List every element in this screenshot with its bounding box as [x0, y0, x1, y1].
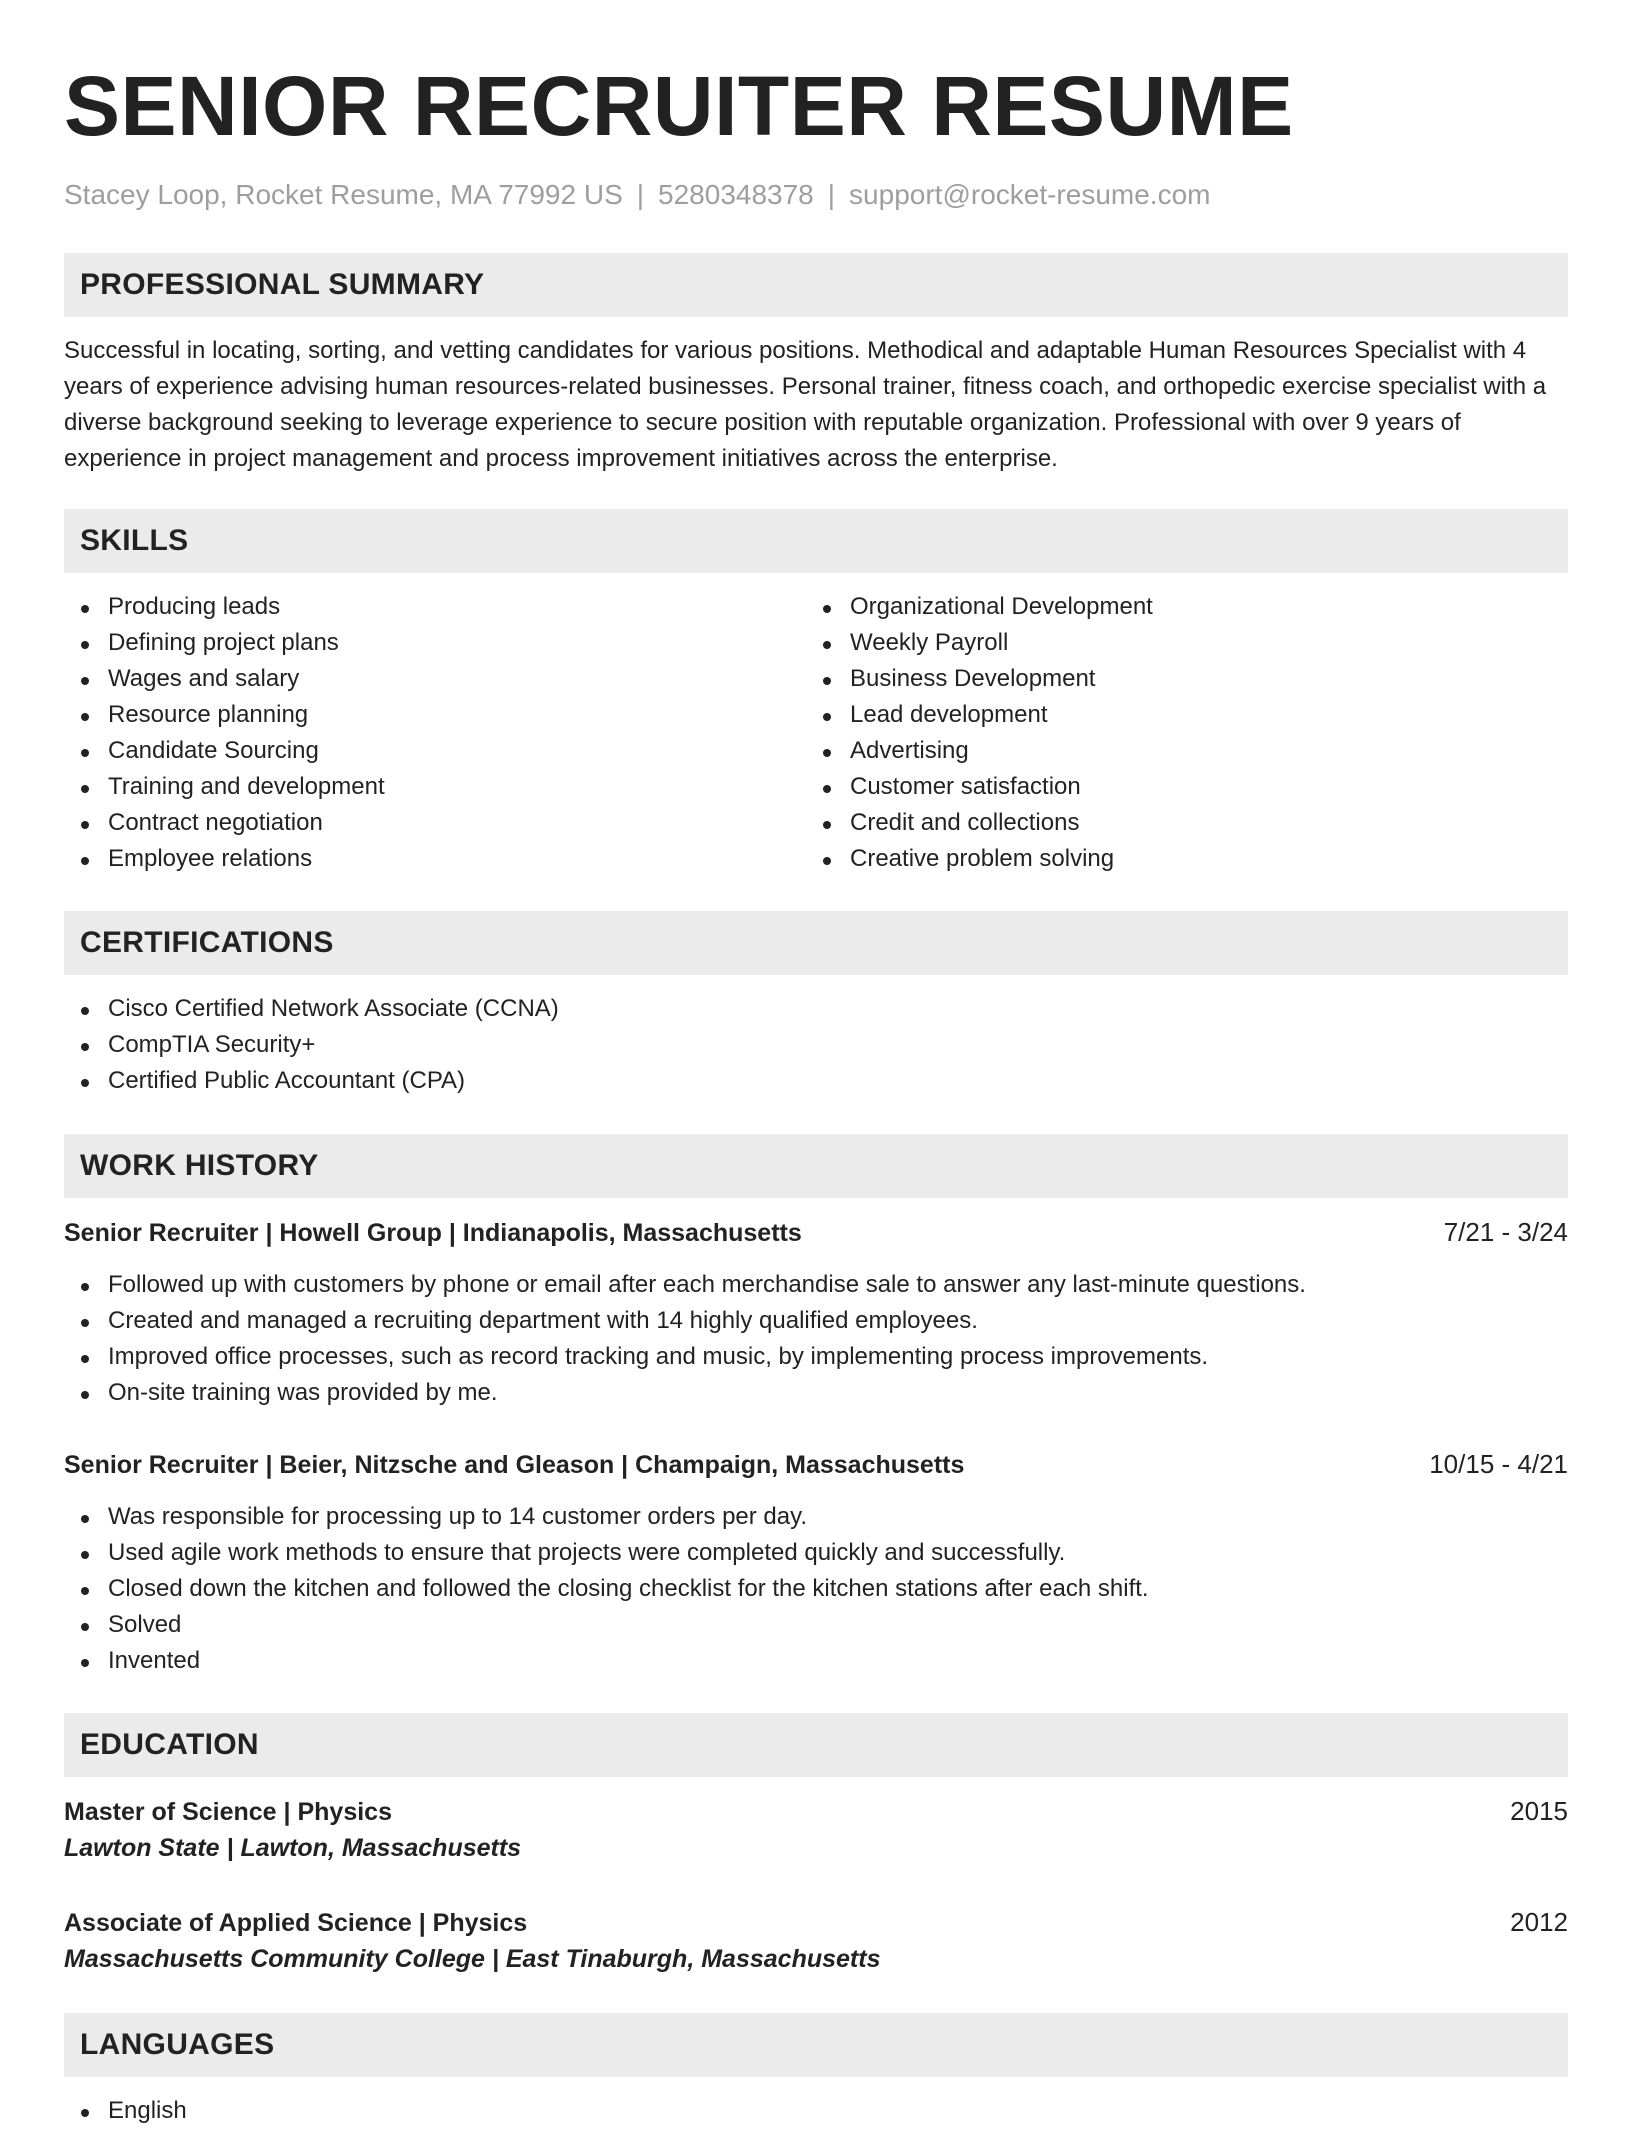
section-heading-skills: SKILLS [64, 509, 1568, 573]
skill-item: Creative problem solving [806, 841, 1548, 877]
skill-item: Weekly Payroll [806, 625, 1548, 661]
contact-separator: | [827, 179, 836, 210]
job-bullet: Created and managed a recruiting department with 14 highly qualified employees. [64, 1303, 1568, 1339]
skill-item: Business Development [806, 661, 1548, 697]
skills-list-left [64, 589, 806, 877]
education-year: 2015 [1510, 1796, 1568, 1826]
job-title: Senior Recruiter | Howell Group | Indianapolis, Massachusetts [64, 1219, 802, 1247]
job-bullets [64, 1267, 1568, 1411]
job-entry [64, 1214, 1568, 1411]
job-bullet: Followed up with customers by phone or email after each merchandise sale to answer any last-minute questions. [64, 1267, 1568, 1303]
skill-item: Training and development [64, 769, 806, 805]
education-degree: Master of Science | Physics [64, 1798, 392, 1826]
summary-text: Successful in locating, sorting, and vetting candidates for various positions. Methodical and adaptable Human Resources Specialist with 4 years of experience advising human resources-related businesses. Personal trainer, fitness coach, and orthopedic exercise specialist with a diverse background seeking to leverage experience to secure position with reputable organization. Professional with over 9 years of experience in project management and process improvement initiatives across the enterprise. [64, 337, 1547, 472]
job-dates: 7/21 - 3/24 [1443, 1217, 1568, 1247]
skill-item: Employee relations [64, 841, 806, 877]
education-degree: Associate of Applied Science | Physics [64, 1909, 528, 1937]
education-school: Massachusetts Community College | East Tinaburgh, Massachusetts [64, 1945, 881, 1973]
job-entry [64, 1446, 1568, 1679]
job-bullet: Improved office processes, such as record tracking and music, by implementing process improvements. [64, 1339, 1568, 1375]
section-heading-summary: PROFESSIONAL SUMMARY [64, 253, 1568, 317]
job-bullet: Invented [64, 1643, 1568, 1679]
job-bullet: On-site training was provided by me. [64, 1375, 1568, 1411]
skill-item: Wages and salary [64, 661, 806, 697]
skill-item: Customer satisfaction [806, 769, 1548, 805]
education-section [64, 1713, 1568, 1977]
education-entry [64, 1793, 1568, 1866]
certification-item: CompTIA Security+ [64, 1027, 1568, 1063]
job-bullet: Was responsible for processing up to 14 customer orders per day. [64, 1499, 1568, 1535]
language-item: English [64, 2093, 1568, 2129]
section-heading-work-history: WORK HISTORY [64, 1134, 1568, 1198]
education-header [64, 1793, 1568, 1830]
job-title: Senior Recruiter | Beier, Nitzsche and Gleason | Champaign, Massachusetts [64, 1451, 965, 1479]
education-entry [64, 1904, 1568, 1977]
education-year: 2012 [1510, 1907, 1568, 1937]
skill-item: Advertising [806, 733, 1548, 769]
certification-item: Cisco Certified Network Associate (CCNA) [64, 991, 1568, 1027]
skills-grid [64, 589, 1568, 877]
certifications-list [64, 991, 1568, 1099]
job-bullet: Used agile work methods to ensure that projects were completed quickly and successfully. [64, 1535, 1568, 1571]
contact-address: Stacey Loop, Rocket Resume, MA 77992 US [64, 179, 623, 210]
job-bullets [64, 1499, 1568, 1679]
education-header [64, 1904, 1568, 1941]
skills-list-right [806, 589, 1548, 877]
contact-phone: 5280348378 [658, 179, 814, 210]
work-history-section [64, 1134, 1568, 1679]
skills-section [64, 509, 1568, 877]
contact-line [64, 178, 1568, 212]
summary-section [64, 253, 1568, 477]
section-heading-languages: LANGUAGES [64, 2013, 1568, 2077]
contact-separator: | [636, 179, 645, 210]
job-bullet: Solved [64, 1607, 1568, 1643]
education-school: Lawton State | Lawton, Massachusetts [64, 1834, 522, 1862]
section-heading-education: EDUCATION [64, 1713, 1568, 1777]
languages-list [64, 2093, 1568, 2129]
certification-item: Certified Public Accountant (CPA) [64, 1063, 1568, 1099]
contact-email: support@rocket-resume.com [849, 179, 1211, 210]
section-heading-certifications: CERTIFICATIONS [64, 911, 1568, 975]
job-dates: 10/15 - 4/21 [1429, 1449, 1568, 1479]
skill-item: Defining project plans [64, 625, 806, 661]
job-header [64, 1446, 1568, 1483]
resume-title: SENIOR RECRUITER RESUME [64, 59, 1294, 153]
job-bullet: Closed down the kitchen and followed the closing checklist for the kitchen stations after each shift. [64, 1571, 1568, 1607]
skill-item: Organizational Development [806, 589, 1548, 625]
skill-item: Producing leads [64, 589, 806, 625]
skill-item: Lead development [806, 697, 1548, 733]
job-header [64, 1214, 1568, 1251]
skill-item: Candidate Sourcing [64, 733, 806, 769]
skill-item: Credit and collections [806, 805, 1548, 841]
certifications-section [64, 911, 1568, 1099]
skill-item: Contract negotiation [64, 805, 806, 841]
skill-item: Resource planning [64, 697, 806, 733]
